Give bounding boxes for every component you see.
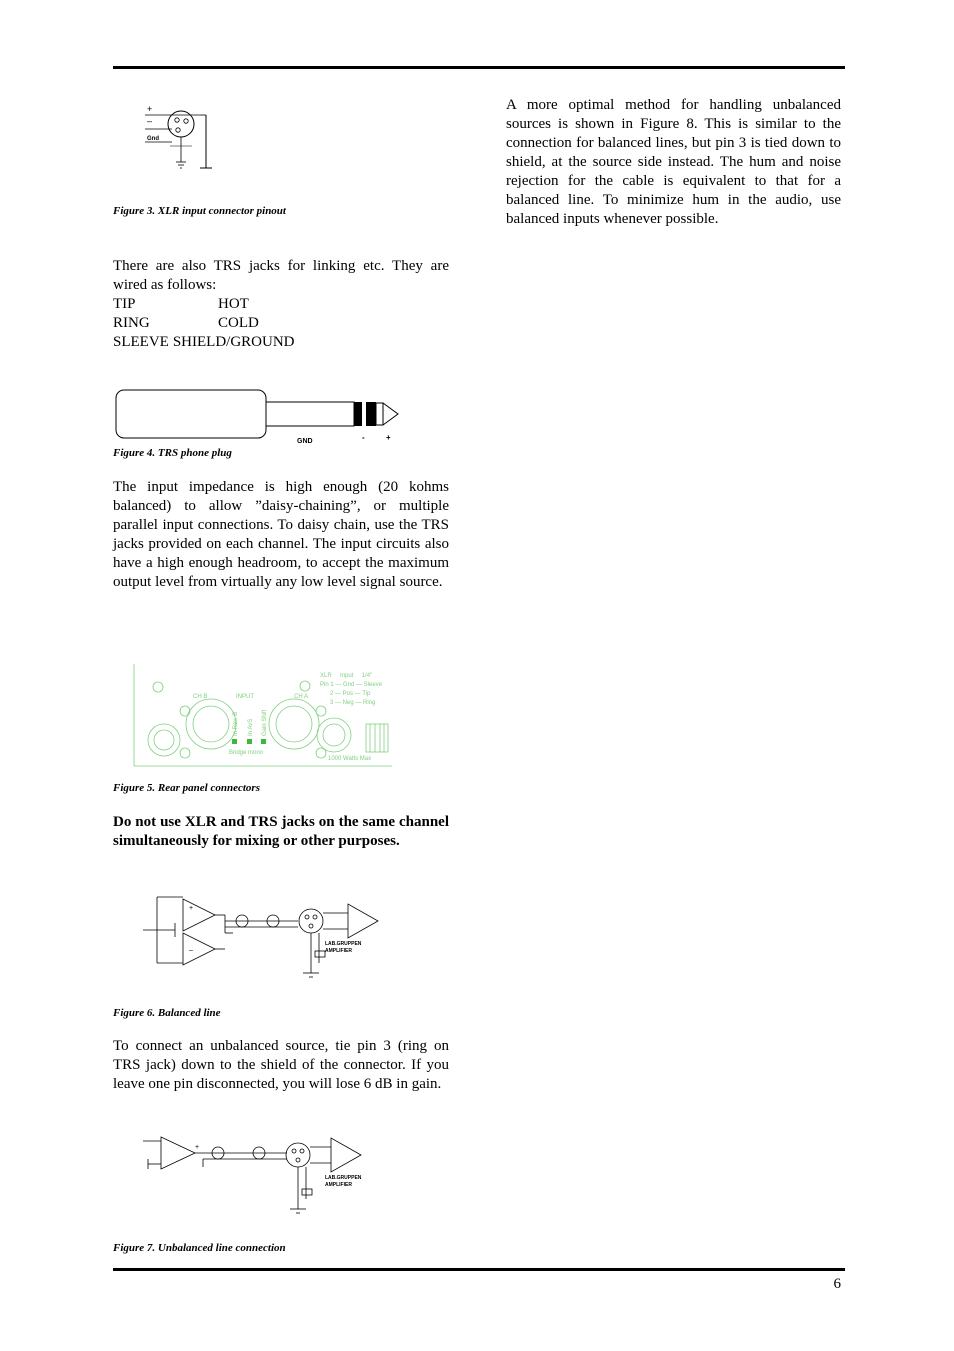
xlr-jack-ch-a — [269, 699, 319, 749]
trs-jack-ch-b — [148, 724, 180, 756]
xlr-legend-pin1: Pin 1 — Gnd — Sleeve — [320, 682, 383, 688]
trs-wiring-row-ring — [113, 314, 259, 333]
bridge-mono-label: Bridge mono — [229, 750, 264, 756]
switch-label-2: In AvS — [248, 718, 254, 736]
unbalanced-line-figure — [143, 1133, 368, 1219]
xlr-connector — [299, 909, 323, 933]
panel-screw-left — [153, 682, 163, 692]
source-op-amp — [161, 1137, 195, 1169]
plus-label: + — [147, 104, 153, 114]
plug-sleeve — [266, 402, 354, 426]
switch-label-3: Gain Shift — [262, 709, 268, 736]
amp-label-line2: AMPLIFIER — [325, 948, 352, 954]
xlr-jack-ch-b — [186, 699, 236, 749]
wiring-pin: SLEEVE — [113, 334, 169, 350]
plus-label: + — [189, 905, 194, 912]
minus-label: – — [147, 116, 153, 126]
input-label: INPUT — [236, 694, 254, 700]
xlr-pinout-figure — [140, 102, 230, 180]
wiring-signal: HOT — [218, 296, 249, 312]
minus-label: - — [362, 433, 365, 442]
figure-3-caption: Figure 3. XLR input connector pinout — [113, 205, 286, 217]
xlr-legend-header: XLR Input 1/4" — [320, 673, 373, 679]
mono-switch — [247, 739, 252, 744]
header-rule — [113, 66, 845, 69]
trs-intro-paragraph: There are also TRS jacks for linking etc. They are wired as follows: — [113, 258, 449, 293]
balanced-line-figure — [143, 893, 383, 983]
amp-label-line1: LAB.GRUPPEN — [325, 941, 362, 947]
plus-label: + — [386, 433, 391, 442]
gain-switch — [261, 739, 266, 744]
trs-wiring-row-sleeve — [113, 333, 295, 352]
plus-label: + — [195, 1144, 200, 1151]
trs-wiring-row-tip — [113, 295, 249, 314]
op-amp-negative — [183, 933, 215, 965]
amplifier-op-amp — [331, 1138, 361, 1172]
minus-label: – — [189, 947, 193, 954]
panel-screw-right — [300, 681, 310, 691]
ch-b-label: CH B — [193, 694, 208, 700]
optimal-method-paragraph: A more optimal method for handling unbalanced sources is shown in Figure 8. This is similar to the connection for balanced lines, but pin 3 is tied down to shield, at the source side instead. The hum and noise rejection for the cable is equivalent to that for a balanced line. To minimize hum in the audio, use balanced inputs whenever possible. — [506, 97, 841, 227]
xlr-connector — [286, 1143, 310, 1167]
ch-a-label: CH A — [294, 694, 309, 700]
trs-plug-figure — [113, 388, 413, 446]
figure-4-caption: Figure 4. TRS phone plug — [113, 447, 232, 459]
impedance-paragraph: The input impedance is high enough (20 kohms balanced) to allow ”daisy-chaining”, or multiple parallel input connections. To daisy chain, use the TRS jacks provided on each channel. The input circuits also have a high enough headroom, to accept the maximum output level from virtually any low level signal source. — [113, 479, 449, 590]
amp-label-line1: LAB.GRUPPEN — [325, 1175, 362, 1181]
trs-jack-ch-a — [317, 718, 351, 752]
right-column — [506, 96, 841, 229]
amplifier-op-amp — [348, 904, 378, 938]
plug-tip — [383, 403, 398, 425]
warning-paragraph: Do not use XLR and TRS jacks on the same channel simultaneously for mixing or other purposes. — [113, 814, 449, 849]
page-number: 6 — [833, 1276, 841, 1292]
gnd-label: GND — [297, 438, 313, 445]
wiring-signal: SHIELD/GROUND — [172, 334, 295, 350]
footer-rule — [113, 1268, 845, 1271]
figure-7-caption: Figure 7. Unbalanced line connection — [113, 1242, 286, 1254]
wiring-pin: TIP — [113, 296, 136, 312]
unbalanced-paragraph: To connect an unbalanced source, tie pin 3 (ring on TRS jack) down to the shield of the connector. If you leave one pin disconnected, you will lose 6 dB in gain. — [113, 1038, 449, 1092]
bridge-switch — [232, 739, 237, 744]
switch-label-1: In Rev. B — [233, 711, 239, 736]
xlr-legend-pin2: 2 — Pos — Tip — [330, 691, 371, 697]
figure-5-caption: Figure 5. Rear panel connectors — [113, 782, 260, 794]
wiring-pin: RING — [113, 315, 150, 331]
xlr-legend-pin3: 3 — Neg — Ring — [330, 700, 376, 706]
amp-label-line2: AMPLIFIER — [325, 1182, 352, 1188]
rear-panel-figure — [130, 636, 400, 771]
figure-6-caption: Figure 6. Balanced line — [113, 1007, 221, 1019]
op-amp-positive — [183, 899, 215, 931]
gnd-label: Gnd — [147, 136, 159, 142]
watts-label: 1000 Watts Max — [328, 756, 372, 762]
wiring-signal: COLD — [218, 315, 259, 331]
plug-body — [116, 390, 266, 438]
